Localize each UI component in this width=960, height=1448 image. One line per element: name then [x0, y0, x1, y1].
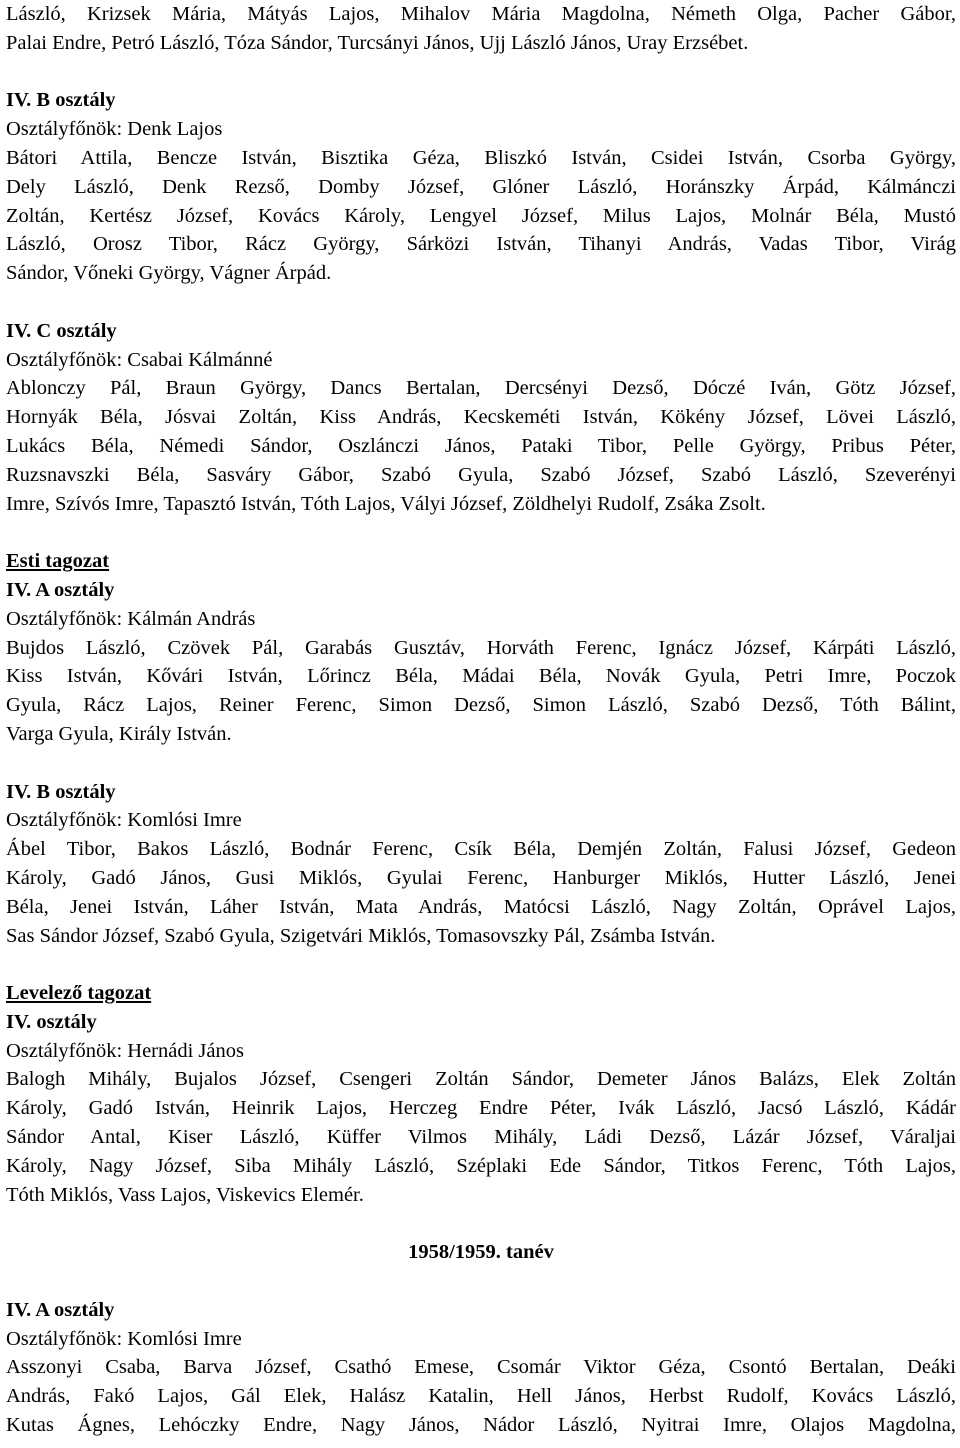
text-line: Gyula, Rácz Lajos, Reiner Ferenc, Simon Dezső, Simon László, Szabó Dezső, Tóth Bálint, — [6, 694, 956, 717]
text-line: Károly, Gadó János, Gusi Miklós, Gyulai Ferenc, Hanburger Miklós, Hutter László, Jenei — [6, 866, 956, 889]
spacer — [6, 288, 956, 317]
text-line: Varga Gyula, Király István. — [6, 722, 232, 745]
text-line: Lukács Béla, Némedi Sándor, Oszlánczi János, Pataki Tibor, Pelle György, Pribus Péter, — [6, 434, 956, 457]
head-teacher: Osztályfőnök: Hernádi János — [6, 1039, 244, 1062]
class-title: IV. osztály — [6, 1010, 97, 1033]
text-line: Tóth Miklós, Vass Lajos, Viskevics Elemér. — [6, 1183, 364, 1206]
document-page — [6, 0, 956, 1440]
text-line: László, Orosz Tibor, Rácz György, Sárközi István, Tihanyi András, Vadas Tibor, Virág — [6, 233, 956, 256]
top-paragraph — [6, 0, 956, 58]
class-title: IV. A osztály — [6, 578, 115, 601]
text-line: Hornyák Béla, Jósvai Zoltán, Kiss András, Kecskeméti István, Kökény József, Lövei László, — [6, 406, 956, 429]
text-line: Kutas Ágnes, Lehóczky Endre, Nagy János, Nádor László, Nyitrai Imre, Olajos Magdolna, — [6, 1414, 956, 1437]
section-esti — [6, 547, 956, 950]
text-line: András, Fakó Lajos, Gál Elek, Halász Katalin, Hell János, Herbst Rudolf, Kovács László, — [6, 1385, 956, 1408]
class-title: IV. B osztály — [6, 780, 116, 803]
text-line: Béla, Jenei István, Láher István, Mata András, Matócsi László, Nagy Zoltán, Oprável Lajos, — [6, 895, 956, 918]
head-teacher: Osztályfőnök: Kálmán András — [6, 607, 256, 630]
spacer — [6, 58, 956, 87]
spacer — [6, 1267, 956, 1296]
text-line: Imre, Szívós Imre, Tapasztó István, Tóth Lajos, Vályi József, Zöldhelyi Rudolf, Zsáka Zsolt. — [6, 492, 766, 515]
year-title: 1958/1959. tanév — [408, 1241, 554, 1264]
head-teacher: Osztályfőnök: Komlósi Imre — [6, 809, 242, 832]
text-line: Sas Sándor József, Szabó Gyula, Szigetvári Miklós, Tomasovszky Pál, Zsámba István. — [6, 924, 716, 947]
head-teacher: Osztályfőnök: Csabai Kálmánné — [6, 348, 273, 371]
text-line: Balogh Mihály, Bujalos József, Csengeri Zoltán Sándor, Demeter János Balázs, Elek Zoltán — [6, 1068, 956, 1091]
head-teacher: Osztályfőnök: Komlósi Imre — [6, 1327, 242, 1350]
text-line: Ábel Tibor, Bakos László, Bodnár Ferenc, Csík Béla, Demjén Zoltán, Falusi József, Gedeon — [6, 838, 956, 861]
text-line: Palai Endre, Petró László, Tóza Sándor, Turcsányi János, Ujj László János, Uray Erzsébet. — [6, 31, 749, 54]
spacer — [6, 749, 956, 778]
class-block-4b — [6, 86, 956, 288]
text-line: Ablonczy Pál, Braun György, Dancs Bertalan, Dercsényi Dezső, Dóczé Iván, Götz József, — [6, 377, 956, 400]
text-line: Sándor, Vőneki György, Vágner Árpád. — [6, 262, 332, 285]
text-line: Károly, Nagy József, Siba Mihály László, Széplaki Ede Sándor, Titkos Ferenc, Tóth Lajos, — [6, 1154, 956, 1177]
class-block-4c — [6, 317, 956, 519]
spacer — [6, 1209, 956, 1238]
text-line: Bujdos László, Czövek Pál, Garabás Gusztáv, Horváth Ferenc, Ignácz József, Kárpáti László, — [6, 636, 956, 659]
text-line: Dely László, Denk Rezső, Domby József, Glóner László, Horánszky Árpád, Kálmánczi — [6, 175, 956, 198]
class-title: IV. A osztály — [6, 1298, 115, 1321]
spacer — [6, 518, 956, 547]
text-line: Zoltán, Kertész József, Kovács Károly, Lengyel József, Milus Lajos, Molnár Béla, Mustó — [6, 204, 956, 227]
class-title: IV. C osztály — [6, 319, 117, 342]
text-line: Bátori Attila, Bencze István, Bisztika Géza, Bliszkó István, Csidei István, Csorba György, — [6, 146, 956, 169]
section-1958 — [6, 1238, 956, 1440]
text-line: Sándor Antal, Kiser László, Küffer Vilmos Mihály, Ládi Dezső, Lázár József, Váraljai — [6, 1126, 956, 1149]
spacer — [6, 950, 956, 979]
section-title: Esti tagozat — [6, 550, 110, 573]
head-teacher: Osztályfőnök: Denk Lajos — [6, 118, 223, 141]
text-line: Ruzsnavszki Béla, Sasváry Gábor, Szabó Gyula, Szabó József, Szabó László, Szeverényi — [6, 463, 956, 486]
section-title: Levelező tagozat — [6, 982, 152, 1005]
text-line: Asszonyi Csaba, Barva József, Csathó Emese, Csomár Viktor Géza, Csontó Bertalan, Deáki — [6, 1356, 956, 1379]
text-line: László, Krizsek Mária, Mátyás Lajos, Mihalov Mária Magdolna, Németh Olga, Pacher Gábor, — [6, 3, 956, 25]
section-levelezo — [6, 979, 956, 1209]
text-line: Kiss István, Kővári István, Lőrincz Béla, Mádai Béla, Novák Gyula, Petri Imre, Poczok — [6, 665, 956, 688]
class-title: IV. B osztály — [6, 89, 116, 112]
text-line: Károly, Gadó István, Heinrik Lajos, Herczeg Endre Péter, Ivák László, Jacsó László, Kádár — [6, 1097, 956, 1120]
